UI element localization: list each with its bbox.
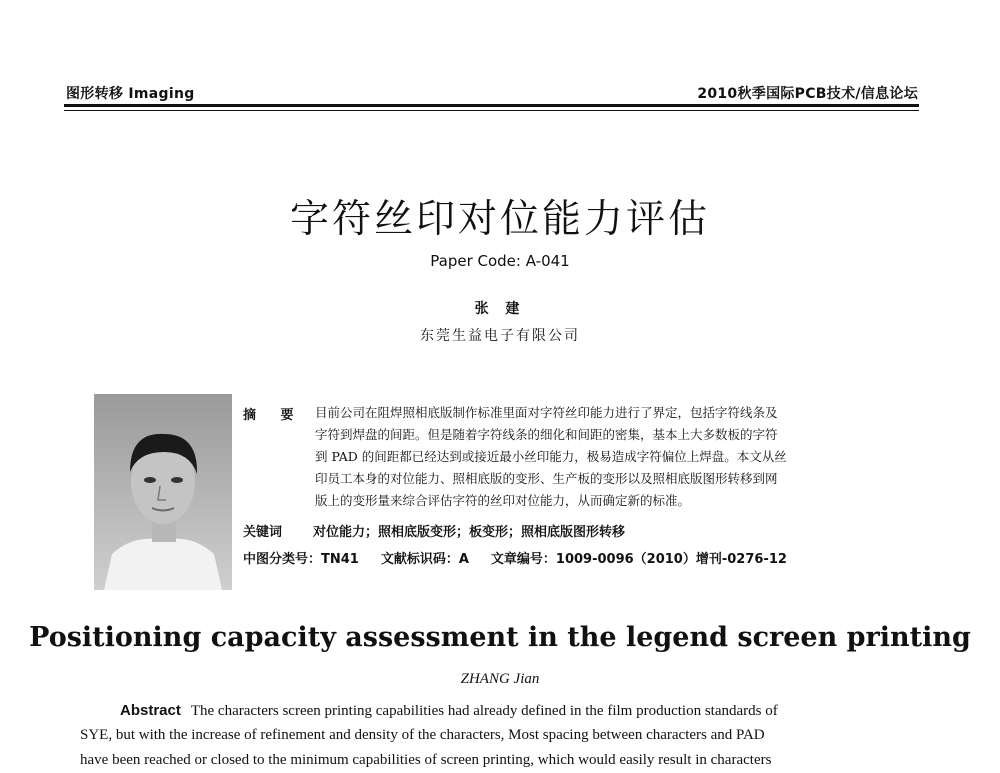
classification-line xyxy=(243,548,809,567)
paper-title-zh: 字符丝印对位能力评估 xyxy=(289,197,710,242)
keywords-text: 对位能力；照相底版变形；板变形；照相底版图形转移 xyxy=(313,525,626,540)
author-name-zh: 张 建 xyxy=(474,301,526,317)
abstract-en xyxy=(80,698,910,773)
author-name-en: ZHANG Jian xyxy=(460,671,540,687)
author-portrait-image xyxy=(94,394,232,590)
abstract-line-en: SYE, but with the increase of refinement and density of the characters, Most spacing between characters and PAD xyxy=(80,727,765,743)
abstract-line-zh: 字符到焊盘的间距。但是随着字符线条的细化和间距的密集，基本上大多数板的字符 xyxy=(315,427,778,442)
paper-code: Paper Code: A-041 xyxy=(430,252,570,270)
running-header-left: 图形转移 Imaging xyxy=(66,86,195,102)
abstract-text-zh xyxy=(315,402,905,512)
abstract-label-zh: 摘 要 xyxy=(243,408,304,423)
article-number: 文章编号：1009-0096（2010）增刊-0276-12 xyxy=(490,552,787,567)
keywords-label: 关键词 xyxy=(243,525,283,540)
abstract-line-en: have been reached or closed to the minimum capabilities of screen printing, which would easily result in characters xyxy=(80,752,772,768)
header-rule-thin xyxy=(64,110,919,111)
document-code: 文献标识码：A xyxy=(380,552,469,567)
abstract-line-zh: 印员工本身的对位能力、照相底版的变形、生产板的变形以及照相底版图形转移到网 xyxy=(315,471,778,486)
running-header-right: 2010秋季国际PCB技术/信息论坛 xyxy=(697,86,918,102)
keywords xyxy=(243,521,625,540)
abstract-line-zh: 目前公司在阻焊照相底版制作标准里面对字符丝印能力进行了界定，包括字符线条及 xyxy=(315,405,778,420)
abstract-label-en: Abstract xyxy=(120,702,181,719)
header-rule-thick xyxy=(64,104,919,107)
author-photo xyxy=(94,394,232,590)
abstract-line-en xyxy=(80,698,910,723)
paper-title-en: Positioning capacity assessment in the legend screen printing xyxy=(29,622,971,653)
affiliation-zh: 东莞生益电子有限公司 xyxy=(420,328,580,344)
clc-number: 中图分类号：TN41 xyxy=(243,552,359,567)
abstract-line-en-text: The characters screen printing capabilities had already defined in the film production standards of xyxy=(190,703,778,719)
abstract-line-zh: 到 PAD 的间距都已经达到或接近最小丝印能力，极易造成字符偏位上焊盘。本文从丝 xyxy=(315,449,787,464)
abstract-line-zh: 版上的变形量来综合评估字符的丝印对位能力，从而确定新的标准。 xyxy=(315,493,691,508)
